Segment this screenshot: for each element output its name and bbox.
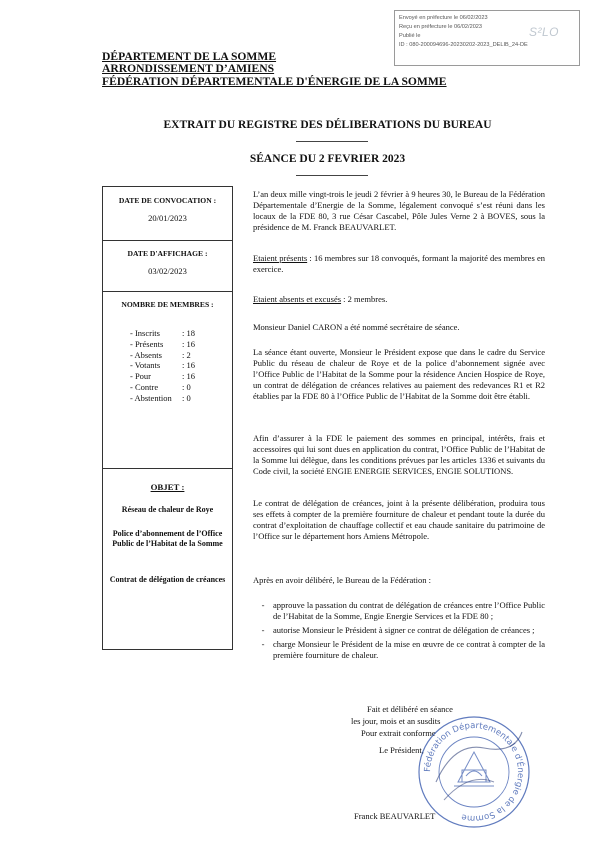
member-value: : 16 [182, 360, 195, 371]
decision-list [253, 600, 545, 664]
member-value: : 0 [182, 381, 191, 392]
member-label: - Contre [130, 381, 159, 392]
objet-subject-1: Réseau de chaleur de Roye [121, 505, 214, 514]
list-item [253, 639, 545, 661]
members-table [130, 328, 212, 404]
objet-label: OBJET : [150, 482, 185, 492]
affichage-box [103, 240, 232, 292]
paragraph-secretary: Monsieur Daniel CARON a été nommé secrétaire de séance. [253, 322, 460, 332]
affichage-label: DATE D'AFFICHAGE : [127, 249, 208, 258]
header-federation: FÉDÉRATION DÉPARTEMENTALE D'ÉNERGIE DE LA SOMME [102, 74, 447, 88]
stamp-published-line: Publié le [399, 33, 421, 39]
bullet-dash: - [261, 639, 265, 649]
absents-label: Etaient absents et excusés [253, 294, 342, 304]
member-label: - Inscrits [130, 328, 160, 338]
left-info-column [102, 186, 233, 650]
objet-divider [103, 468, 232, 469]
absents-text: : 2 membres. [341, 294, 388, 304]
table-row [130, 360, 212, 371]
stamp-sent-line: Envoyé en préfecture le 06/02/2023 [399, 15, 488, 21]
member-label: - Pour [130, 371, 152, 382]
presents-text: : 16 membres sur 18 convoqués, formant la majorité des membres en exercice. [253, 253, 545, 274]
bullet-dash: - [261, 625, 265, 635]
stamp-received-line: Reçu en préfecture le 06/02/2023 [399, 24, 483, 30]
member-value: : 2 [182, 349, 191, 360]
member-label: - Abstention [130, 392, 172, 403]
bullet-dash: - [261, 600, 265, 610]
convocation-box [103, 187, 232, 241]
document-title: EXTRAIT DU REGISTRE DES DÉLIBERATIONS DU BUREAU [163, 119, 492, 131]
list-item [253, 625, 545, 636]
signature-line-2: les jour, mois et an susdits [351, 716, 441, 726]
presents-label: Etaient présents [253, 253, 308, 263]
affichage-value: 03/02/2023 [148, 266, 187, 276]
member-value: : 16 [182, 338, 195, 349]
convocation-value: 20/01/2023 [148, 213, 187, 223]
paragraph-contract-effect: Le contrat de délégation de créances, joint à la présente délibération, produira tous ses effets à compter de la première fourniture de chaleur et pendant toute la durée du contrat d’exploitation de chauffage collectif et eau chaude sanitaire du patrimoine de l’Office sur le département hors Amiens Métropole. [253, 498, 545, 541]
signature-line-3: Pour extrait conforme [361, 728, 436, 738]
member-label: - Présents [130, 338, 164, 349]
bullet-text: approuve la passation du contrat de délégation de créances entre l’Office Public de l’Habitat de la Somme, Engie Energie Services et la FDE 80 ; [273, 600, 545, 621]
title-divider [296, 141, 368, 142]
stamp-id-line: ID : 080-200094696-20230202-2023_DELIB_24-DE [399, 42, 528, 48]
member-label: - Votants [130, 360, 161, 371]
member-value: : 18 [182, 328, 195, 338]
member-label: - Absents [130, 349, 162, 360]
seal-text: Fédération Départementale d'Énergie de la Somme [422, 720, 526, 824]
header-department: DÉPARTEMENT DE LA SOMME [102, 50, 277, 63]
membres-box [103, 291, 232, 309]
seance-date: SÉANCE DU 2 FEVRIER 2023 [249, 153, 406, 165]
document-header [102, 51, 447, 88]
member-value: : 0 [182, 392, 191, 403]
convocation-label: DATE DE CONVOCATION : [118, 196, 217, 205]
objet-subject-3: Contrat de délégation de créances [109, 575, 226, 584]
bullet-text: autorise Monsieur le Président à signer ce contrat de délégation de créances ; [273, 625, 535, 635]
s2lo-logo: S²LO [528, 25, 559, 39]
signatory-name: Franck BEAUVARLET [354, 811, 436, 821]
signature-line-1: Fait et délibéré en séance [367, 704, 453, 714]
member-value: : 16 [182, 371, 195, 382]
paragraph-deliberation: Après en avoir délibéré, le Bureau de la Fédération : [253, 575, 431, 585]
table-row [130, 382, 212, 393]
table-row [130, 350, 212, 361]
signature-line-4: Le Président, [379, 745, 424, 755]
bullet-text: charge Monsieur le Président de la mise en œuvre de ce contrat à compter de la première fourniture de chaleur. [273, 639, 545, 660]
table-row [130, 328, 212, 339]
table-row [130, 339, 212, 350]
membres-label: NOMBRE DE MEMBRES : [121, 300, 214, 309]
paragraph-presents [253, 253, 545, 275]
svg-text:Fédération Départementale d'Én [422, 721, 526, 823]
paragraph-absents [253, 294, 545, 305]
objet-subject-2: Police d’abonnement de l’Office Public de l’Habitat de la Somme [112, 529, 223, 548]
table-row [130, 371, 212, 382]
paragraph-intro: L’an deux mille vingt-trois le jeudi 2 février à 9 heures 30, le Bureau de la Fédération Départementale d’Energie de la Somme, légalement convoqué s’est réuni dans les locaux de la FDE 80, 3 rue César Cascabel, Pôle Jules Verne 2 à BOVES, sous la présidence de M. Franck BEAUVARLET. [253, 189, 545, 232]
paragraph-delegation: Afin d’assurer à la FDE le paiement des sommes en principal, intérêts, frais et accessoires qui lui sont dues en application du contrat, l’Office Public de l’Habitat de la Somme lui délègue, dans les conditions prévues par les articles 1336 et suivants du Code civil, la société ENGIE ENERGIE SERVICES, ENGIE SOLUTIONS. [253, 433, 545, 476]
header-arrondissement: ARRONDISSEMENT D’AMIENS [102, 62, 275, 76]
paragraph-expose: La séance étant ouverte, Monsieur le Président expose que dans le cadre du Service Public du réseau de chaleur de Roye et de la police d’abonnement signée avec l’Office Public de l’Habitat de la Somme pour la résidence Ancien Hospice de Roye, un contrat de délégation de créances relatives au paiement des redevances R1 et R2 établies par la FDE 80 à l’Office Public de l’Habitat de la Somme doit être établi. [253, 347, 545, 401]
seance-divider [296, 175, 368, 176]
list-item [253, 600, 545, 622]
table-row [130, 393, 212, 404]
